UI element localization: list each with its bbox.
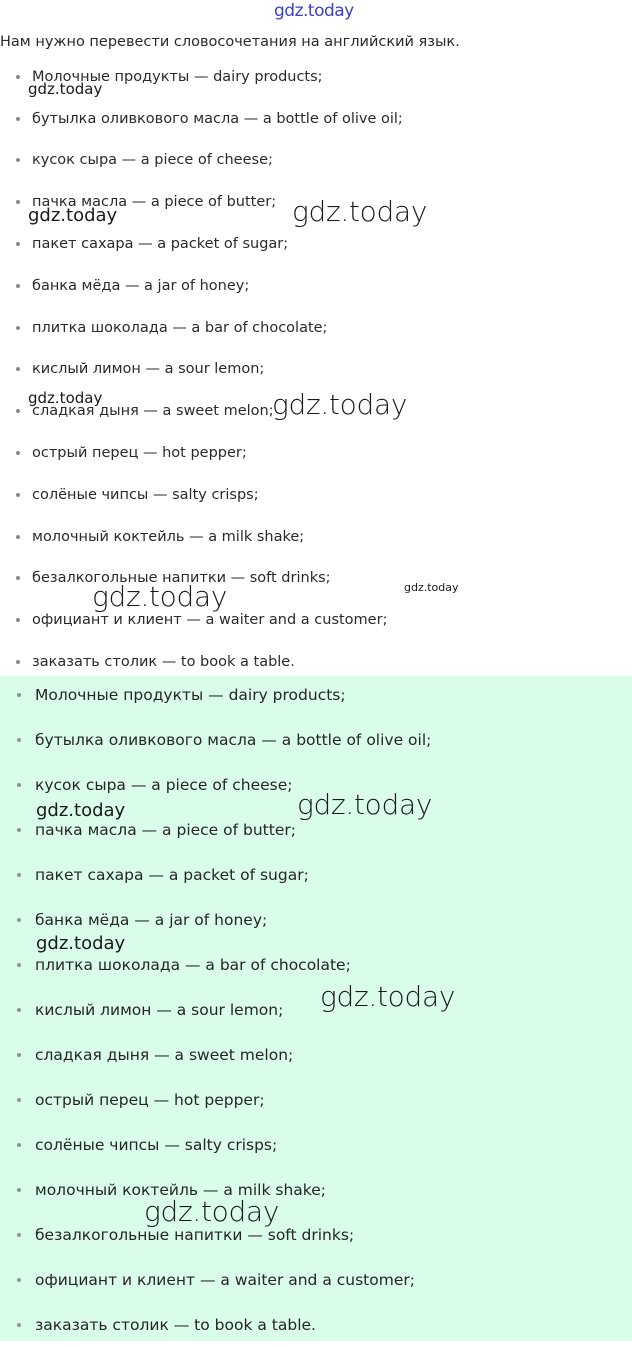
list-item-text: официант и клиент — a waiter and a customer;	[32, 612, 388, 629]
bullet-icon	[17, 873, 21, 877]
list-item-text: официант и клиент — a waiter and a customer;	[35, 1270, 415, 1289]
bullet-icon	[16, 576, 20, 580]
bullet-icon	[17, 1143, 21, 1147]
watermark: gdz.today	[28, 80, 103, 98]
list-item	[0, 307, 632, 349]
list-item-text: молочный коктейль — a milk shake;	[35, 1180, 326, 1199]
watermark: gdz.today	[92, 580, 228, 613]
list-item	[0, 516, 632, 558]
bullet-icon	[17, 738, 21, 742]
list-item	[0, 1032, 632, 1077]
watermark: gdz.today	[28, 205, 118, 226]
list-item-text: солёные чипсы — salty crisps;	[32, 486, 259, 503]
list-item-text: бутылка оливкового масла — a bottle of olive oil;	[32, 110, 403, 127]
bullet-icon	[17, 828, 21, 832]
list-item	[0, 717, 632, 762]
list-item-text: сладкая дыня — a sweet melon;	[32, 403, 274, 420]
bullet-icon	[17, 1053, 21, 1057]
bullet-icon	[17, 1323, 21, 1327]
list-item	[0, 1257, 632, 1302]
list-item-text: Молочные продукты — dairy products;	[32, 68, 323, 85]
list-item-text: кислый лимон — a sour lemon;	[35, 1000, 284, 1019]
bullet-icon	[17, 1008, 21, 1012]
list-item-text: банка мёда — a jar of honey;	[35, 910, 268, 929]
list-item	[0, 762, 632, 807]
list-item-text: сладкая дыня — a sweet melon;	[35, 1045, 294, 1064]
phrase-list-original	[0, 56, 632, 683]
intro-text: Нам нужно перевести словосочетания на английский язык.	[0, 34, 460, 50]
list-item-text: кислый лимон — a sour lemon;	[32, 361, 265, 378]
bullet-icon	[16, 451, 20, 455]
watermark: gdz.today	[297, 788, 433, 821]
watermark: gdz.today	[404, 581, 459, 594]
list-item	[0, 672, 632, 717]
list-item	[0, 181, 632, 223]
bullet-icon	[17, 1098, 21, 1102]
bullet-icon	[16, 618, 20, 622]
list-item	[0, 349, 632, 391]
list-item-text: заказать столик — to book a table.	[35, 1315, 316, 1334]
list-item-text: безалкогольные напитки — soft drinks;	[32, 570, 331, 587]
phrase-list-highlighted	[0, 672, 632, 1347]
bullet-icon	[17, 1188, 21, 1192]
bullet-icon	[17, 1278, 21, 1282]
bullet-icon	[16, 535, 20, 539]
watermark: gdz.today	[28, 389, 103, 407]
bullet-icon	[16, 326, 20, 330]
list-item-text: заказать столик — to book a table.	[32, 654, 295, 671]
watermark: gdz.today	[292, 195, 428, 228]
list-item-text: кусок сыра — a piece of cheese;	[32, 152, 273, 169]
bullet-icon	[16, 284, 20, 288]
list-item	[0, 558, 632, 600]
list-item-text: солёные чипсы — salty crisps;	[35, 1135, 278, 1154]
list-item	[0, 1122, 632, 1167]
watermark: gdz.today	[36, 933, 126, 954]
list-item-text: плитка шоколада — a bar of chocolate;	[35, 955, 351, 974]
list-item-text: банка мёда — a jar of honey;	[32, 277, 250, 294]
list-item	[0, 1077, 632, 1122]
bullet-icon	[16, 493, 20, 497]
list-item-text: пакет сахара — a packet of sugar;	[32, 236, 289, 253]
list-item	[0, 474, 632, 516]
bullet-icon	[16, 242, 20, 246]
list-item-text: бутылка оливкового масла — a bottle of olive oil;	[35, 730, 432, 749]
list-item	[0, 223, 632, 265]
list-item-text: плитка шоколада — a bar of chocolate;	[32, 319, 328, 336]
list-item-text: острый перец — hot pepper;	[32, 445, 247, 462]
list-item	[0, 897, 632, 942]
list-item-text: острый перец — hot pepper;	[35, 1090, 265, 1109]
list-item	[0, 599, 632, 641]
list-item	[0, 390, 632, 432]
bullet-icon	[17, 918, 21, 922]
bullet-icon	[17, 783, 21, 787]
header-watermark: gdz.today	[274, 1, 354, 21]
list-item-text: пакет сахара — a packet of sugar;	[35, 865, 309, 884]
list-item	[0, 1167, 632, 1212]
list-item	[0, 56, 632, 98]
watermark: gdz.today	[144, 1195, 280, 1228]
bullet-icon	[17, 963, 21, 967]
bullet-icon	[17, 693, 21, 697]
list-item-text: кусок сыра — a piece of cheese;	[35, 775, 293, 794]
bullet-icon	[16, 409, 20, 413]
list-item-text: пачка масла — a piece of butter;	[35, 820, 296, 839]
list-item	[0, 942, 632, 987]
bullet-icon	[16, 75, 20, 79]
list-item	[0, 807, 632, 852]
bullet-icon	[17, 1233, 21, 1237]
watermark: gdz.today	[36, 800, 126, 821]
watermark: gdz.today	[320, 980, 456, 1013]
bullet-icon	[16, 660, 20, 664]
list-item	[0, 432, 632, 474]
list-item	[0, 1212, 632, 1257]
list-item-text: молочный коктейль — a milk shake;	[32, 528, 305, 545]
watermark: gdz.today	[272, 388, 408, 421]
list-item	[0, 987, 632, 1032]
list-item	[0, 852, 632, 897]
bullet-icon	[16, 200, 20, 204]
list-item-text: Молочные продукты — dairy products;	[35, 685, 346, 704]
bullet-icon	[16, 367, 20, 371]
list-item-text: пачка масла — a piece of butter;	[32, 194, 277, 211]
list-item	[0, 98, 632, 140]
list-item	[0, 265, 632, 307]
list-item	[0, 140, 632, 182]
list-item	[0, 1302, 632, 1347]
bullet-icon	[16, 158, 20, 162]
list-item-text: безалкогольные напитки — soft drinks;	[35, 1225, 355, 1244]
bullet-icon	[16, 117, 20, 121]
